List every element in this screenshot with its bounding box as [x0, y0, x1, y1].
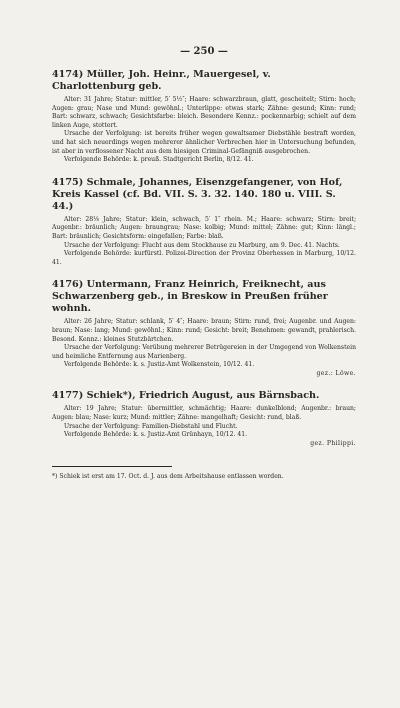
entry-authority: Verfolgende Behörde: kurfürstl. Polizei-Direction der Provinz Oberhessen in Marburg, 10/12. 41. [52, 250, 356, 266]
entry-4176 [52, 279, 356, 378]
entry-authority: Verfolgende Behörde: k. s. Justiz-Amt Grünhayn, 10/12. 41. [64, 431, 248, 439]
page-number: — 250 — [180, 46, 228, 57]
entry-description: Alter: 19 Jahre; Statur: übermittler, schmächtig; Haare: dunkelblond; Augenbr.: braun; Augen: blau; Nase: kurz; Mund: mittler; Zähne: mangelhaft; Gesicht: rund, blaß. [52, 405, 356, 422]
entry-4175 [52, 177, 356, 268]
footnote: *) Schiek ist erst am 17. Oct. d. J. aus dem Arbeitshause entlassen worden. [52, 473, 284, 481]
entry-description: Alter: 31 Jahre; Statur: mittler, 5′ 5½″; Haare: schwarzbraun, glatt, gescheitelt; Stirn: hoch; Augen: grau; Nase und Mund: gewöhnl.; Unterlippe: etwas stark; Zähne: gesund; Kinn: rund; Bart: schwarz, schwach; Gesichtsfarbe: bleich. Besondere Kennz.: pockennarbig; schielt auf dem linken Auge, stottert. [52, 96, 356, 129]
entry-description: Alter: 26 Jahre; Statur: schlank, 5′ 4″; Haare: braun; Stirn: rund, frei; Augenbr. und Augen: braun; Nase: lang; Mund: gewöhnl.; Kinn: rund; Gesicht: breit; Benehmen: gewandt, prahlerisch. Besond. Kennz.: kleines Stutzbärtchen. [52, 318, 356, 343]
entry-description: Alter: 28⅛ Jahre; Statur: klein, schwach, 5′ 1″ rhein. M.; Haare: schwarz; Stirn: breit; Augenbr.: bräunlich; Augen: braungrau; Nase: kolbig; Mund: mittel; Zähne: gut; Kinn: längl.; Bart: bräunlich; Gesichtsform: eingefallen; Farbe: blaß. [52, 215, 356, 240]
entry-heading: 4176) Untermann, Franz Heinrich, Freiknecht, aus Schwarzenberg geb., in Breskow in Preußen früher wohnh. [52, 279, 328, 315]
entry-4174 [52, 69, 356, 165]
entry-cause: Ursache der Verfolgung: Familien-Diebstahl und Flucht. [64, 422, 238, 430]
footnote-divider [52, 466, 172, 467]
entry-authority: Verfolgende Behörde: k. preuß. Stadtgericht Berlin, 8/12. 41. [64, 156, 254, 164]
entry-cause: Ursache der Verfolgung: Flucht aus dem Stockhause zu Marburg, am 9. Dec. 41. Nachts. [64, 241, 340, 249]
entry-signature: gez.: Löwe. [316, 369, 356, 377]
entry-cause: Ursache der Verfolgung: Verübung mehrerer Betrügereien in der Umgegend von Wolkenstein und heimliche Entfernung aus Marienberg. [52, 344, 356, 360]
entry-4177 [52, 390, 356, 448]
entry-heading: 4177) Schiek*), Friedrich August, aus Bärnsbach. [52, 390, 320, 402]
entry-signature: gez. Philippi. [310, 439, 356, 447]
entry-cause: Ursache der Verfolgung: ist bereits früher wegen gewaltsamer Diebstähle bestraft worden, und hat sich neuerdings wegen mehrerer ähnlicher Verbrechen hier in Untersuchung befunden, ist aber in verflossener Nacht aus dem hiesigen Criminal-Gefängniß ausgebrochen. [52, 130, 356, 155]
entry-authority: Verfolgende Behörde: k. s. Justiz-Amt Wolkenstein, 10/12. 41. [64, 361, 255, 369]
entry-heading: 4174) Müller, Joh. Heinr., Mauergesel, v. Charlottenburg geb. [52, 69, 271, 92]
entry-heading: 4175) Schmale, Johannes, Eisenzgefangener, von Hof, Kreis Kassel (cf. Bd. VII. S. 3. 32. 140. 180 u. VIII. S. 44.) [52, 176, 343, 212]
